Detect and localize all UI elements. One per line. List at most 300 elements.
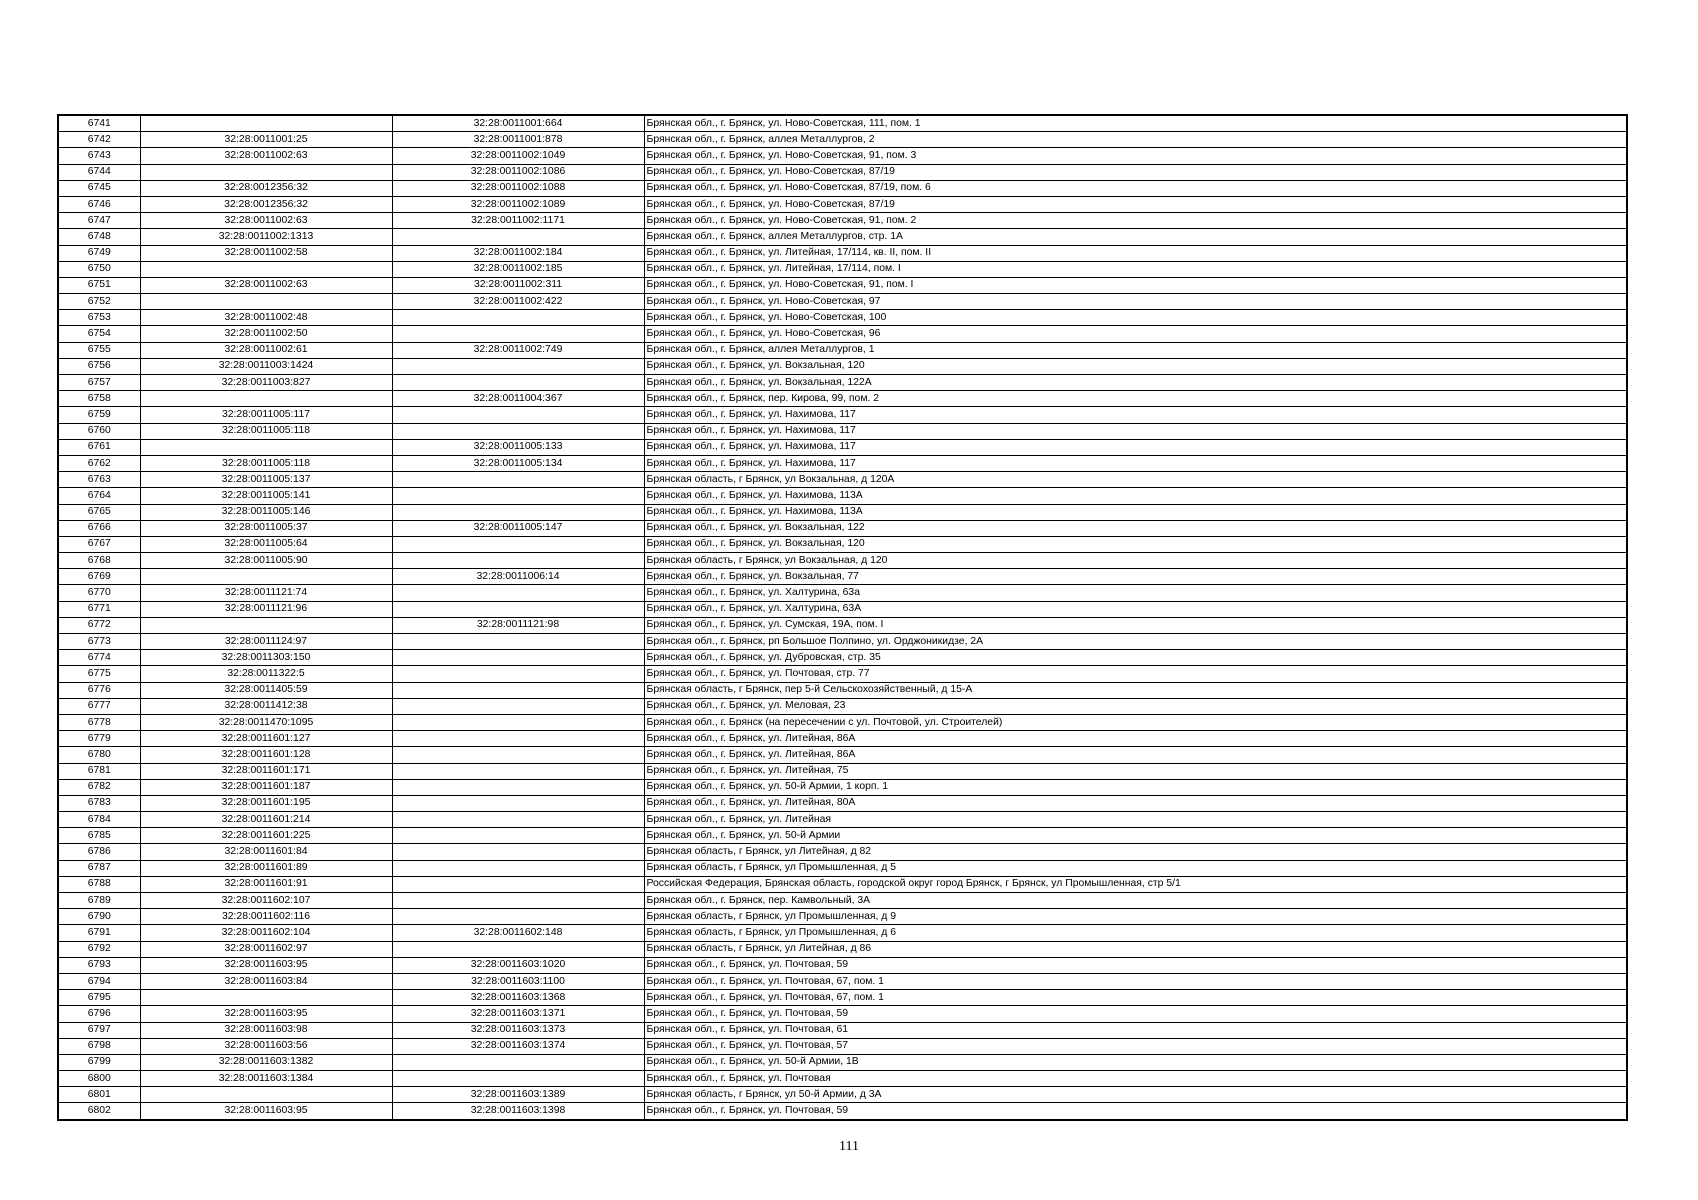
building-cadastral-number-cell <box>392 601 644 617</box>
row-number-cell: 6762 <box>58 455 140 471</box>
row-number-cell: 6764 <box>58 488 140 504</box>
building-cadastral-number-cell <box>392 795 644 811</box>
address-cell: Брянская обл., г. Брянск, ул. Литейная, 86А <box>644 731 1627 747</box>
row-number-cell: 6759 <box>58 407 140 423</box>
row-number-cell: 6798 <box>58 1038 140 1054</box>
row-number-cell: 6782 <box>58 779 140 795</box>
table-row <box>58 115 1627 132</box>
table-row <box>58 779 1627 795</box>
address-cell: Брянская обл., г. Брянск, ул. Меловая, 23 <box>644 698 1627 714</box>
land-plot-cadastral-number-cell: 32:28:0011003:1424 <box>140 358 392 374</box>
table-row <box>58 326 1627 342</box>
address-cell: Брянская область, г Брянск, ул Вокзальная, д 120А <box>644 472 1627 488</box>
land-plot-cadastral-number-cell: 32:28:0011124:97 <box>140 634 392 650</box>
table-row <box>58 909 1627 925</box>
address-cell: Брянская обл., г. Брянск, ул. Ново-Советская, 87/19, пом. 6 <box>644 180 1627 196</box>
building-cadastral-number-cell: 32:28:0011002:311 <box>392 277 644 293</box>
row-number-cell: 6789 <box>58 893 140 909</box>
land-plot-cadastral-number-cell: 32:28:0011005:141 <box>140 488 392 504</box>
building-cadastral-number-cell <box>392 844 644 860</box>
address-cell: Брянская обл., г. Брянск, ул. Вокзальная, 120 <box>644 358 1627 374</box>
building-cadastral-number-cell <box>392 1054 644 1070</box>
building-cadastral-number-cell: 32:28:0011603:1389 <box>392 1087 644 1103</box>
address-cell: Брянская обл., г. Брянск (на пересечении с ул. Почтовой, ул. Строителей) <box>644 714 1627 730</box>
table-row <box>58 261 1627 277</box>
table-row <box>58 860 1627 876</box>
table-row <box>58 682 1627 698</box>
building-cadastral-number-cell <box>392 472 644 488</box>
table-row <box>58 504 1627 520</box>
row-number-cell: 6780 <box>58 747 140 763</box>
table-row <box>58 1103 1627 1120</box>
address-cell: Брянская обл., г. Брянск, ул. Вокзальная, 122А <box>644 375 1627 391</box>
row-number-cell: 6755 <box>58 342 140 358</box>
table-row <box>58 893 1627 909</box>
building-cadastral-number-cell <box>392 310 644 326</box>
table-row <box>58 520 1627 536</box>
land-plot-cadastral-number-cell: 32:28:0011005:90 <box>140 553 392 569</box>
land-plot-cadastral-number-cell <box>140 115 392 132</box>
land-plot-cadastral-number-cell <box>140 1087 392 1103</box>
address-cell: Брянская обл., г. Брянск, ул. Нахимова, 117 <box>644 439 1627 455</box>
table-row <box>58 747 1627 763</box>
table-row <box>58 423 1627 439</box>
table-row <box>58 973 1627 989</box>
row-number-cell: 6743 <box>58 148 140 164</box>
building-cadastral-number-cell <box>392 731 644 747</box>
land-plot-cadastral-number-cell: 32:28:0011603:84 <box>140 973 392 989</box>
table-row <box>58 148 1627 164</box>
row-number-cell: 6790 <box>58 909 140 925</box>
table-row <box>58 795 1627 811</box>
land-plot-cadastral-number-cell: 32:28:0011405:59 <box>140 682 392 698</box>
table-row <box>58 375 1627 391</box>
land-plot-cadastral-number-cell: 32:28:0011002:63 <box>140 213 392 229</box>
land-plot-cadastral-number-cell: 32:28:0011601:195 <box>140 795 392 811</box>
land-plot-cadastral-number-cell: 32:28:0011003:827 <box>140 375 392 391</box>
row-number-cell: 6796 <box>58 1006 140 1022</box>
building-cadastral-number-cell: 32:28:0011001:878 <box>392 132 644 148</box>
row-number-cell: 6766 <box>58 520 140 536</box>
address-cell: Брянская область, г Брянск, ул Промышленная, д 9 <box>644 909 1627 925</box>
table-row <box>58 941 1627 957</box>
land-plot-cadastral-number-cell: 32:28:0011603:1382 <box>140 1054 392 1070</box>
land-plot-cadastral-number-cell: 32:28:0011601:187 <box>140 779 392 795</box>
table-row <box>58 1054 1627 1070</box>
building-cadastral-number-cell: 32:28:0011006:14 <box>392 569 644 585</box>
row-number-cell: 6760 <box>58 423 140 439</box>
address-cell: Брянская обл., г. Брянск, ул. Почтовая, 67, пом. 1 <box>644 973 1627 989</box>
table-row <box>58 342 1627 358</box>
table-row <box>58 245 1627 261</box>
building-cadastral-number-cell <box>392 650 644 666</box>
land-plot-cadastral-number-cell: 32:28:0011005:137 <box>140 472 392 488</box>
table-row <box>58 1087 1627 1103</box>
land-plot-cadastral-number-cell: 32:28:0011005:146 <box>140 504 392 520</box>
building-cadastral-number-cell: 32:28:0011004:367 <box>392 391 644 407</box>
land-plot-cadastral-number-cell: 32:28:0011412:38 <box>140 698 392 714</box>
land-plot-cadastral-number-cell: 32:28:0011121:74 <box>140 585 392 601</box>
table-row <box>58 731 1627 747</box>
building-cadastral-number-cell: 32:28:0011001:664 <box>392 115 644 132</box>
building-cadastral-number-cell: 32:28:0011603:1100 <box>392 973 644 989</box>
table-row <box>58 585 1627 601</box>
address-cell: Брянская обл., г. Брянск, ул. Почтовая, стр. 77 <box>644 666 1627 682</box>
address-cell: Брянская обл., г. Брянск, ул. Почтовая, 59 <box>644 957 1627 973</box>
land-plot-cadastral-number-cell <box>140 439 392 455</box>
table-row <box>58 1038 1627 1054</box>
building-cadastral-number-cell <box>392 747 644 763</box>
address-cell: Брянская обл., г. Брянск, ул. Почтовая, 59 <box>644 1006 1627 1022</box>
row-number-cell: 6795 <box>58 990 140 1006</box>
address-cell: Брянская обл., г. Брянск, ул. 50-й Армии, 1В <box>644 1054 1627 1070</box>
table-row <box>58 876 1627 892</box>
building-cadastral-number-cell <box>392 698 644 714</box>
address-cell: Брянская обл., г. Брянск, ул. Нахимова, 113А <box>644 504 1627 520</box>
row-number-cell: 6771 <box>58 601 140 617</box>
land-plot-cadastral-number-cell: 32:28:0011005:117 <box>140 407 392 423</box>
land-plot-cadastral-number-cell <box>140 391 392 407</box>
table-row <box>58 812 1627 828</box>
land-plot-cadastral-number-cell: 32:28:0011601:225 <box>140 828 392 844</box>
address-cell: Брянская область, г Брянск, ул Вокзальная, д 120 <box>644 553 1627 569</box>
table-row <box>58 391 1627 407</box>
address-cell: Брянская обл., г. Брянск, ул. Нахимова, 117 <box>644 423 1627 439</box>
building-cadastral-number-cell: 32:28:0011002:749 <box>392 342 644 358</box>
land-plot-cadastral-number-cell: 32:28:0011603:98 <box>140 1022 392 1038</box>
land-plot-cadastral-number-cell: 32:28:0011002:63 <box>140 277 392 293</box>
table-row <box>58 617 1627 633</box>
table-row <box>58 536 1627 552</box>
address-cell: Брянская обл., г. Брянск, ул. Ново-Советская, 91, пом. I <box>644 277 1627 293</box>
table-row <box>58 407 1627 423</box>
address-cell: Брянская обл., г. Брянск, рп Большое Полпино, ул. Орджоникидзе, 2А <box>644 634 1627 650</box>
table-row <box>58 213 1627 229</box>
building-cadastral-number-cell <box>392 812 644 828</box>
row-number-cell: 6761 <box>58 439 140 455</box>
building-cadastral-number-cell <box>392 876 644 892</box>
building-cadastral-number-cell: 32:28:0011002:184 <box>392 245 644 261</box>
row-number-cell: 6773 <box>58 634 140 650</box>
address-cell: Брянская обл., г. Брянск, ул. 50-й Армии <box>644 828 1627 844</box>
row-number-cell: 6751 <box>58 277 140 293</box>
row-number-cell: 6785 <box>58 828 140 844</box>
building-cadastral-number-cell <box>392 779 644 795</box>
address-cell: Брянская обл., г. Брянск, ул. Литейная, 75 <box>644 763 1627 779</box>
row-number-cell: 6802 <box>58 1103 140 1120</box>
row-number-cell: 6779 <box>58 731 140 747</box>
building-cadastral-number-cell <box>392 375 644 391</box>
land-plot-cadastral-number-cell: 32:28:0012356:32 <box>140 196 392 212</box>
land-plot-cadastral-number-cell: 32:28:0011002:50 <box>140 326 392 342</box>
building-cadastral-number-cell: 32:28:0011603:1374 <box>392 1038 644 1054</box>
address-cell: Брянская обл., г. Брянск, ул. Сумская, 19А, пом. I <box>644 617 1627 633</box>
building-cadastral-number-cell: 32:28:0011603:1398 <box>392 1103 644 1120</box>
land-plot-cadastral-number-cell: 32:28:0011470:1095 <box>140 714 392 730</box>
address-cell: Брянская обл., г. Брянск, ул. Литейная, 80А <box>644 795 1627 811</box>
table-row <box>58 714 1627 730</box>
address-cell: Брянская обл., г. Брянск, ул. Почтовая, 59 <box>644 1103 1627 1120</box>
building-cadastral-number-cell <box>392 909 644 925</box>
building-cadastral-number-cell: 32:28:0011602:148 <box>392 925 644 941</box>
address-cell: Брянская обл., г. Брянск, ул. Литейная <box>644 812 1627 828</box>
address-cell: Брянская обл., г. Брянск, ул. Почтовая, 61 <box>644 1022 1627 1038</box>
row-number-cell: 6756 <box>58 358 140 374</box>
building-cadastral-number-cell <box>392 941 644 957</box>
page-number: 111 <box>839 1139 859 1154</box>
building-cadastral-number-cell <box>392 488 644 504</box>
address-cell: Брянская обл., г. Брянск, ул. Почтовая <box>644 1071 1627 1087</box>
row-number-cell: 6800 <box>58 1071 140 1087</box>
building-cadastral-number-cell: 32:28:0011005:134 <box>392 455 644 471</box>
address-cell: Брянская обл., г. Брянск, ул. Ново-Советская, 91, пом. 3 <box>644 148 1627 164</box>
row-number-cell: 6778 <box>58 714 140 730</box>
land-plot-cadastral-number-cell: 32:28:0011322:5 <box>140 666 392 682</box>
row-number-cell: 6794 <box>58 973 140 989</box>
table-row <box>58 990 1627 1006</box>
table-row <box>58 488 1627 504</box>
land-plot-cadastral-number-cell <box>140 261 392 277</box>
land-plot-cadastral-number-cell: 32:28:0011005:118 <box>140 455 392 471</box>
table-row <box>58 698 1627 714</box>
land-plot-cadastral-number-cell: 32:28:0011005:37 <box>140 520 392 536</box>
land-plot-cadastral-number-cell <box>140 990 392 1006</box>
address-cell: Брянская обл., г. Брянск, ул. Вокзальная, 122 <box>644 520 1627 536</box>
address-cell: Брянская обл., г. Брянск, аллея Металлургов, 1 <box>644 342 1627 358</box>
table-row <box>58 828 1627 844</box>
row-number-cell: 6797 <box>58 1022 140 1038</box>
table-row <box>58 1022 1627 1038</box>
address-cell: Брянская обл., г. Брянск, пер. Камвольный, 3А <box>644 893 1627 909</box>
row-number-cell: 6752 <box>58 294 140 310</box>
address-cell: Брянская область, г Брянск, ул 50-й Армии, д 3А <box>644 1087 1627 1103</box>
building-cadastral-number-cell <box>392 763 644 779</box>
table-row <box>58 844 1627 860</box>
address-cell: Брянская обл., г. Брянск, ул. Ново-Советская, 111, пом. 1 <box>644 115 1627 132</box>
address-cell: Брянская обл., г. Брянск, ул. Литейная, 86А <box>644 747 1627 763</box>
table-row <box>58 164 1627 180</box>
address-cell: Брянская обл., г. Брянск, ул. 50-й Армии, 1 корп. 1 <box>644 779 1627 795</box>
address-cell: Брянская обл., г. Брянск, ул. Халтурина, 63а <box>644 585 1627 601</box>
address-cell: Брянская обл., г. Брянск, ул. Нахимова, 117 <box>644 455 1627 471</box>
registry-table-body <box>58 115 1627 1120</box>
cadastral-registry-table <box>57 114 1628 1121</box>
land-plot-cadastral-number-cell <box>140 569 392 585</box>
row-number-cell: 6791 <box>58 925 140 941</box>
building-cadastral-number-cell <box>392 1071 644 1087</box>
row-number-cell: 6744 <box>58 164 140 180</box>
address-cell: Брянская область, г Брянск, ул Промышленная, д 6 <box>644 925 1627 941</box>
address-cell: Брянская обл., г. Брянск, ул. Ново-Советская, 96 <box>644 326 1627 342</box>
building-cadastral-number-cell: 32:28:0011603:1373 <box>392 1022 644 1038</box>
table-row <box>58 439 1627 455</box>
address-cell: Брянская обл., г. Брянск, аллея Металлургов, 2 <box>644 132 1627 148</box>
building-cadastral-number-cell: 32:28:0011002:1088 <box>392 180 644 196</box>
address-cell: Брянская обл., г. Брянск, ул. Ново-Советская, 87/19 <box>644 164 1627 180</box>
land-plot-cadastral-number-cell: 32:28:0011603:95 <box>140 1006 392 1022</box>
land-plot-cadastral-number-cell: 32:28:0011002:63 <box>140 148 392 164</box>
building-cadastral-number-cell <box>392 536 644 552</box>
row-number-cell: 6769 <box>58 569 140 585</box>
land-plot-cadastral-number-cell: 32:28:0011602:116 <box>140 909 392 925</box>
land-plot-cadastral-number-cell: 32:28:0011002:58 <box>140 245 392 261</box>
address-cell: Российская Федерация, Брянская область, городской округ город Брянск, г Брянск, ул Промышленная, стр 5/1 <box>644 876 1627 892</box>
address-cell: Брянская обл., г. Брянск, ул. Халтурина, 63А <box>644 601 1627 617</box>
table-row <box>58 455 1627 471</box>
table-row <box>58 666 1627 682</box>
table-row <box>58 180 1627 196</box>
land-plot-cadastral-number-cell: 32:28:0011602:107 <box>140 893 392 909</box>
row-number-cell: 6781 <box>58 763 140 779</box>
row-number-cell: 6749 <box>58 245 140 261</box>
address-cell: Брянская обл., г. Брянск, аллея Металлургов, стр. 1А <box>644 229 1627 245</box>
row-number-cell: 6770 <box>58 585 140 601</box>
table-row <box>58 294 1627 310</box>
land-plot-cadastral-number-cell <box>140 164 392 180</box>
building-cadastral-number-cell <box>392 326 644 342</box>
address-cell: Брянская обл., г. Брянск, ул. Вокзальная, 77 <box>644 569 1627 585</box>
row-number-cell: 6747 <box>58 213 140 229</box>
land-plot-cadastral-number-cell: 32:28:0011602:97 <box>140 941 392 957</box>
building-cadastral-number-cell <box>392 423 644 439</box>
row-number-cell: 6786 <box>58 844 140 860</box>
building-cadastral-number-cell <box>392 828 644 844</box>
land-plot-cadastral-number-cell: 32:28:0011601:128 <box>140 747 392 763</box>
row-number-cell: 6758 <box>58 391 140 407</box>
row-number-cell: 6741 <box>58 115 140 132</box>
land-plot-cadastral-number-cell: 32:28:0012356:32 <box>140 180 392 196</box>
land-plot-cadastral-number-cell: 32:28:0011002:61 <box>140 342 392 358</box>
land-plot-cadastral-number-cell: 32:28:0011603:56 <box>140 1038 392 1054</box>
table-row <box>58 310 1627 326</box>
address-cell: Брянская обл., г. Брянск, ул. Литейная, 17/114, пом. I <box>644 261 1627 277</box>
land-plot-cadastral-number-cell: 32:28:0011601:214 <box>140 812 392 828</box>
row-number-cell: 6783 <box>58 795 140 811</box>
building-cadastral-number-cell: 32:28:0011002:422 <box>392 294 644 310</box>
row-number-cell: 6799 <box>58 1054 140 1070</box>
land-plot-cadastral-number-cell: 32:28:0011002:48 <box>140 310 392 326</box>
land-plot-cadastral-number-cell <box>140 617 392 633</box>
table-row <box>58 553 1627 569</box>
row-number-cell: 6801 <box>58 1087 140 1103</box>
table-row <box>58 569 1627 585</box>
row-number-cell: 6748 <box>58 229 140 245</box>
row-number-cell: 6742 <box>58 132 140 148</box>
land-plot-cadastral-number-cell: 32:28:0011603:95 <box>140 957 392 973</box>
table-row <box>58 358 1627 374</box>
building-cadastral-number-cell: 32:28:0011603:1020 <box>392 957 644 973</box>
table-row <box>58 132 1627 148</box>
land-plot-cadastral-number-cell: 32:28:0011603:95 <box>140 1103 392 1120</box>
land-plot-cadastral-number-cell: 32:28:0011002:1313 <box>140 229 392 245</box>
building-cadastral-number-cell <box>392 553 644 569</box>
table-row <box>58 1071 1627 1087</box>
building-cadastral-number-cell <box>392 585 644 601</box>
row-number-cell: 6746 <box>58 196 140 212</box>
building-cadastral-number-cell <box>392 714 644 730</box>
row-number-cell: 6792 <box>58 941 140 957</box>
address-cell: Брянская область, г Брянск, ул Литейная, д 82 <box>644 844 1627 860</box>
building-cadastral-number-cell: 32:28:0011603:1371 <box>392 1006 644 1022</box>
building-cadastral-number-cell <box>392 860 644 876</box>
address-cell: Брянская область, г Брянск, ул Литейная, д 86 <box>644 941 1627 957</box>
building-cadastral-number-cell: 32:28:0011002:1171 <box>392 213 644 229</box>
land-plot-cadastral-number-cell: 32:28:0011603:1384 <box>140 1071 392 1087</box>
building-cadastral-number-cell: 32:28:0011121:98 <box>392 617 644 633</box>
building-cadastral-number-cell <box>392 504 644 520</box>
row-number-cell: 6745 <box>58 180 140 196</box>
row-number-cell: 6754 <box>58 326 140 342</box>
row-number-cell: 6763 <box>58 472 140 488</box>
row-number-cell: 6774 <box>58 650 140 666</box>
building-cadastral-number-cell: 32:28:0011002:1049 <box>392 148 644 164</box>
address-cell: Брянская обл., г. Брянск, ул. Почтовая, 57 <box>644 1038 1627 1054</box>
row-number-cell: 6777 <box>58 698 140 714</box>
land-plot-cadastral-number-cell: 32:28:0011601:89 <box>140 860 392 876</box>
building-cadastral-number-cell: 32:28:0011002:1089 <box>392 196 644 212</box>
address-cell: Брянская обл., г. Брянск, ул. Ново-Советская, 87/19 <box>644 196 1627 212</box>
land-plot-cadastral-number-cell: 32:28:0011601:84 <box>140 844 392 860</box>
land-plot-cadastral-number-cell: 32:28:0011303:150 <box>140 650 392 666</box>
building-cadastral-number-cell <box>392 407 644 423</box>
land-plot-cadastral-number-cell <box>140 294 392 310</box>
table-row <box>58 196 1627 212</box>
table-row <box>58 472 1627 488</box>
land-plot-cadastral-number-cell: 32:28:0011005:118 <box>140 423 392 439</box>
row-number-cell: 6750 <box>58 261 140 277</box>
address-cell: Брянская обл., г. Брянск, ул. Литейная, 17/114, кв. II, пом. II <box>644 245 1627 261</box>
row-number-cell: 6776 <box>58 682 140 698</box>
building-cadastral-number-cell <box>392 893 644 909</box>
table-row <box>58 763 1627 779</box>
address-cell: Брянская обл., г. Брянск, ул. Ново-Советская, 91, пом. 2 <box>644 213 1627 229</box>
building-cadastral-number-cell: 32:28:0011005:147 <box>392 520 644 536</box>
row-number-cell: 6757 <box>58 375 140 391</box>
row-number-cell: 6767 <box>58 536 140 552</box>
address-cell: Брянская обл., г. Брянск, ул. Почтовая, 67, пом. 1 <box>644 990 1627 1006</box>
address-cell: Брянская обл., г. Брянск, ул. Ново-Советская, 100 <box>644 310 1627 326</box>
land-plot-cadastral-number-cell: 32:28:0011602:104 <box>140 925 392 941</box>
table-row <box>58 925 1627 941</box>
table-row <box>58 634 1627 650</box>
table-row <box>58 601 1627 617</box>
address-cell: Брянская обл., г. Брянск, ул. Вокзальная, 120 <box>644 536 1627 552</box>
row-number-cell: 6768 <box>58 553 140 569</box>
table-row <box>58 957 1627 973</box>
address-cell: Брянская обл., г. Брянск, пер. Кирова, 99, пом. 2 <box>644 391 1627 407</box>
building-cadastral-number-cell <box>392 634 644 650</box>
building-cadastral-number-cell <box>392 666 644 682</box>
row-number-cell: 6788 <box>58 876 140 892</box>
land-plot-cadastral-number-cell: 32:28:0011001:25 <box>140 132 392 148</box>
address-cell: Брянская обл., г. Брянск, ул. Ново-Советская, 97 <box>644 294 1627 310</box>
building-cadastral-number-cell <box>392 229 644 245</box>
row-number-cell: 6753 <box>58 310 140 326</box>
row-number-cell: 6765 <box>58 504 140 520</box>
address-cell: Брянская обл., г. Брянск, ул. Нахимова, 117 <box>644 407 1627 423</box>
address-cell: Брянская обл., г. Брянск, ул. Нахимова, 113А <box>644 488 1627 504</box>
row-number-cell: 6775 <box>58 666 140 682</box>
table-row <box>58 229 1627 245</box>
row-number-cell: 6784 <box>58 812 140 828</box>
land-plot-cadastral-number-cell: 32:28:0011601:91 <box>140 876 392 892</box>
land-plot-cadastral-number-cell: 32:28:0011005:64 <box>140 536 392 552</box>
address-cell: Брянская область, г Брянск, ул Промышленная, д 5 <box>644 860 1627 876</box>
row-number-cell: 6793 <box>58 957 140 973</box>
table-row <box>58 650 1627 666</box>
row-number-cell: 6772 <box>58 617 140 633</box>
building-cadastral-number-cell: 32:28:0011603:1368 <box>392 990 644 1006</box>
